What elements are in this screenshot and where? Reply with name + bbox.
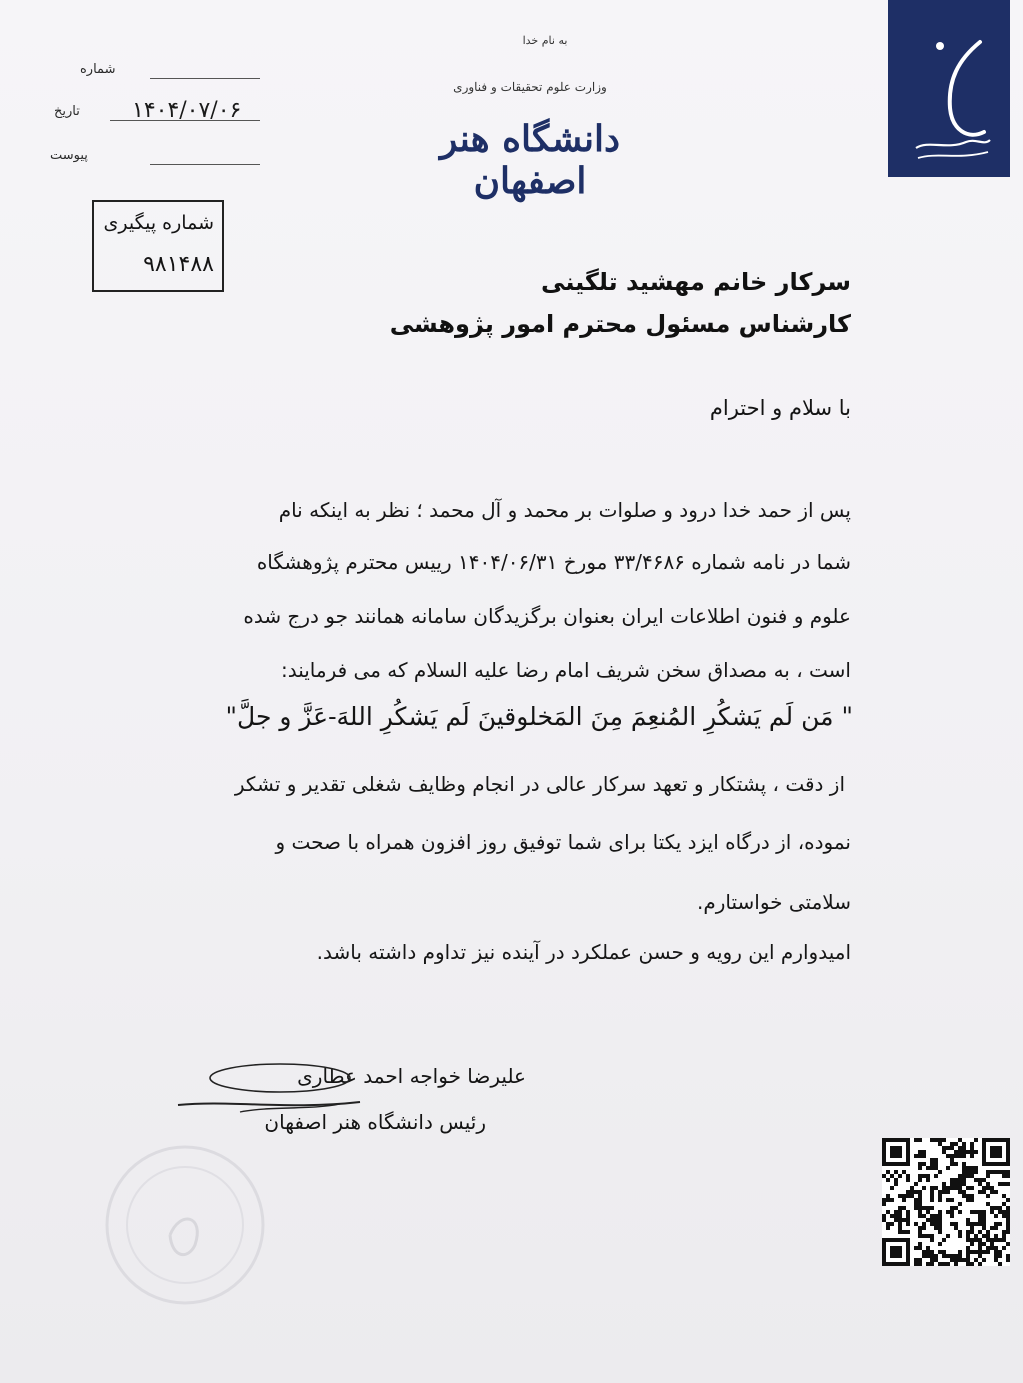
body-line: علوم و فنون اطلاعات ایران بعنوان برگزیدگان سامانه همانند جو درج شده — [243, 604, 851, 628]
body-line: سلامتی خواستارم. — [696, 890, 851, 914]
ministry-name: وزارت علوم تحقیقات و فناوری — [453, 80, 607, 94]
tracking-value: ۹۸۱۴۸۸ — [143, 252, 214, 277]
attachment-label: پیوست — [50, 148, 88, 163]
date-label: تاریخ — [54, 104, 80, 119]
signatory-title: رئیس دانشگاه هنر اصفهان — [264, 1110, 486, 1134]
body-line: امیدوارم این رویه و حسن عملکرد در آینده نیز تداوم داشته باشد. — [316, 940, 851, 964]
body-line: پس از حمد خدا درود و صلوات بر محمد و آل محمد ؛ نظر به اینکه نام — [278, 498, 851, 522]
recipient-title: کارشناس مسئول محترم امور پژوهشی — [389, 310, 851, 338]
meta-date-row — [50, 98, 250, 128]
date-value: ۱۴۰۴/۰۷/۰۶ — [132, 98, 242, 123]
meta-number-row — [50, 62, 250, 86]
hadith-quote: " مَن لَم يَشكُرِ المُنعِمَ مِنَ المَخلوقينَ لَم يَشكُرِ اللهَ-عَزَّ و جلَّ" — [225, 702, 853, 731]
signatory-name: علیرضا خواجه احمد عطاری — [297, 1064, 526, 1088]
body-line: از دقت ، پشتکار و تعهد سرکار عالی در انجام وظایف شغلی تقدیر و تشکر — [234, 772, 845, 796]
university-name: دانشگاه هنر اصفهان — [439, 118, 621, 202]
recipient-name: سرکار خانم مهشید تلگینی — [541, 268, 851, 296]
bismillah: به نام خدا — [522, 34, 568, 47]
body-line: نموده، از درگاه ایزد یکتا برای شما توفیق روز افزون همراه با صحت و — [275, 830, 851, 854]
embossed-seal-icon — [100, 1140, 270, 1310]
tracking-label: شماره پیگیری — [103, 212, 214, 234]
body-line: است ، به مصداق سخن شریف امام رضا علیه السلام که می فرمایند: — [280, 658, 851, 682]
qr-code — [882, 1138, 1010, 1266]
meta-attachment-row — [50, 148, 250, 172]
greeting: با سلام و احترام — [709, 396, 851, 420]
body-line: شما در نامه شماره ۳۳/۴۶۸۶ مورخ ۱۴۰۴/۰۶/۳۱ رییس محترم پژوهشگاه — [256, 550, 851, 574]
tracking-box — [92, 200, 224, 292]
handwritten-signature — [170, 1050, 430, 1140]
number-label: شماره — [80, 62, 116, 77]
university-logo — [888, 0, 1010, 177]
